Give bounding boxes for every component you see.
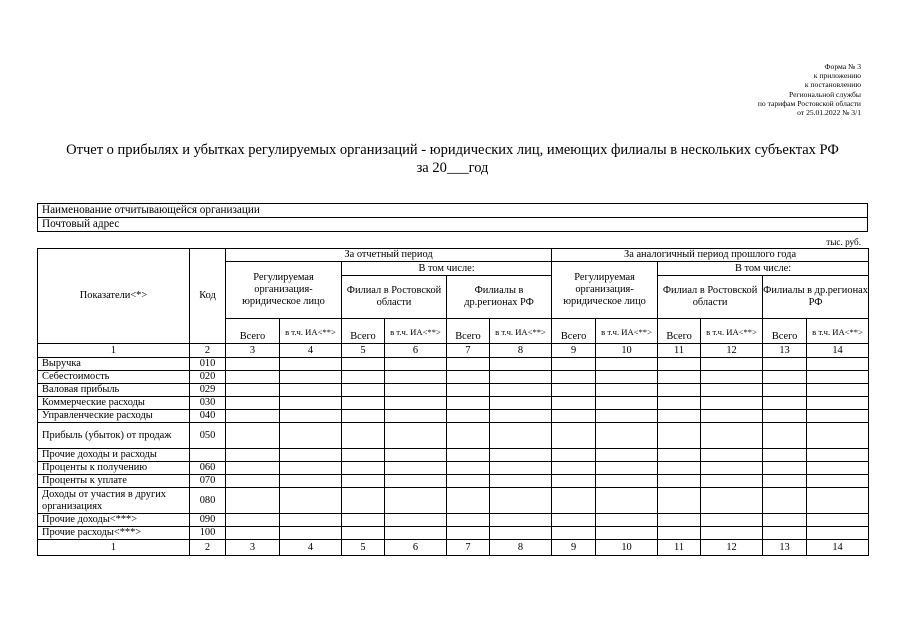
value-cell[interactable]	[280, 410, 342, 423]
value-cell[interactable]	[342, 410, 385, 423]
column-number: 12	[701, 344, 763, 358]
column-number: 5	[342, 344, 385, 358]
value-cell[interactable]	[807, 384, 869, 397]
value-cell[interactable]	[226, 371, 280, 384]
value-cell[interactable]	[447, 475, 490, 488]
row-code: 090	[190, 514, 226, 527]
value-cell[interactable]	[447, 514, 490, 527]
incl-ia-header: в т.ч. ИА<**>	[490, 319, 552, 344]
value-cell[interactable]	[552, 423, 596, 449]
value-cell[interactable]	[385, 358, 447, 371]
value-cell[interactable]	[552, 475, 596, 488]
value-cell[interactable]	[807, 358, 869, 371]
table-row	[38, 371, 869, 384]
column-number: 1	[38, 540, 190, 556]
document-title	[0, 141, 905, 177]
value-cell[interactable]	[658, 397, 701, 410]
value-cell[interactable]	[552, 462, 596, 475]
value-cell[interactable]	[385, 371, 447, 384]
value-cell[interactable]	[658, 358, 701, 371]
column-number: 11	[658, 540, 701, 556]
value-cell[interactable]	[596, 462, 658, 475]
value-cell[interactable]	[280, 527, 342, 540]
value-cell[interactable]	[701, 358, 763, 371]
table-row	[38, 358, 869, 371]
column-number: 1	[38, 344, 190, 358]
row-code: 050	[190, 423, 226, 449]
title-line-1: Отчет о прибылях и убытках регулируемых организаций - юридических лиц, имеющих филиалы в нескольких субъектах РФ	[66, 142, 839, 158]
value-cell[interactable]	[385, 423, 447, 449]
value-cell[interactable]	[342, 358, 385, 371]
value-cell[interactable]	[596, 488, 658, 514]
form-note-line: от 25.01.2022 № 3/1	[797, 108, 861, 118]
value-cell[interactable]	[226, 449, 280, 462]
value-cell[interactable]	[763, 423, 807, 449]
value-cell[interactable]	[385, 462, 447, 475]
column-number: 2	[190, 344, 226, 358]
row-code: 060	[190, 462, 226, 475]
value-cell[interactable]	[701, 410, 763, 423]
value-cell[interactable]	[226, 410, 280, 423]
value-cell[interactable]	[701, 462, 763, 475]
column-number: 8	[490, 540, 552, 556]
column-number: 14	[807, 344, 869, 358]
row-code: 020	[190, 371, 226, 384]
form-note-line: по тарифам Ростовской области	[757, 98, 861, 108]
org-name-field[interactable]: Наименование отчитывающейся организации	[38, 204, 868, 218]
value-cell[interactable]	[342, 527, 385, 540]
table-row	[38, 397, 869, 410]
value-cell[interactable]	[807, 488, 869, 514]
column-number: 13	[763, 540, 807, 556]
incl-header: В том числе:	[342, 262, 552, 276]
row-code: 029	[190, 384, 226, 397]
branches-other-header: Филиалы в др.регионах РФ	[763, 276, 869, 319]
value-cell[interactable]	[226, 488, 280, 514]
value-cell[interactable]	[226, 475, 280, 488]
value-cell[interactable]	[701, 488, 763, 514]
value-cell[interactable]	[226, 358, 280, 371]
row-label: Выручка	[38, 358, 190, 371]
value-cell[interactable]	[658, 475, 701, 488]
row-label: Доходы от участия в других организациях	[38, 488, 190, 514]
branch-rostov-header: Филиал в Ростовской области	[658, 276, 763, 319]
column-number: 9	[552, 344, 596, 358]
incl-header: В том числе:	[658, 262, 869, 276]
row-label: Прочие расходы<***>	[38, 527, 190, 540]
value-cell[interactable]	[342, 475, 385, 488]
table-row	[38, 514, 869, 527]
value-cell[interactable]	[596, 527, 658, 540]
value-cell[interactable]	[342, 488, 385, 514]
value-cell[interactable]	[280, 384, 342, 397]
title-line-2: за 20___год	[416, 160, 489, 176]
value-cell[interactable]	[763, 475, 807, 488]
total-header: Всего	[763, 319, 807, 344]
value-cell[interactable]	[701, 527, 763, 540]
value-cell[interactable]	[763, 410, 807, 423]
table-row	[38, 410, 869, 423]
value-cell[interactable]	[763, 488, 807, 514]
row-code	[190, 449, 226, 462]
value-cell[interactable]	[701, 514, 763, 527]
value-cell[interactable]	[596, 514, 658, 527]
value-cell[interactable]	[342, 462, 385, 475]
total-header: Всего	[658, 319, 701, 344]
value-cell[interactable]	[342, 397, 385, 410]
value-cell[interactable]	[342, 423, 385, 449]
value-cell[interactable]	[385, 475, 447, 488]
value-cell[interactable]	[385, 488, 447, 514]
table-row	[38, 384, 869, 397]
column-number: 4	[280, 540, 342, 556]
value-cell[interactable]	[701, 384, 763, 397]
value-cell[interactable]	[447, 449, 490, 462]
row-code: 080	[190, 488, 226, 514]
value-cell[interactable]	[807, 449, 869, 462]
value-cell[interactable]	[596, 423, 658, 449]
value-cell[interactable]	[447, 423, 490, 449]
form-note	[758, 62, 861, 117]
incl-ia-header: в т.ч. ИА<**>	[596, 319, 658, 344]
postal-address-field[interactable]: Почтовый адрес	[38, 218, 868, 232]
incl-ia-header: в т.ч. ИА<**>	[701, 319, 763, 344]
column-number: 10	[596, 344, 658, 358]
value-cell[interactable]	[552, 410, 596, 423]
value-cell[interactable]	[763, 449, 807, 462]
value-cell[interactable]	[552, 514, 596, 527]
value-cell[interactable]	[490, 449, 552, 462]
value-cell[interactable]	[226, 514, 280, 527]
value-cell[interactable]	[385, 514, 447, 527]
value-cell[interactable]	[280, 514, 342, 527]
value-cell[interactable]	[763, 371, 807, 384]
value-cell[interactable]	[385, 527, 447, 540]
value-cell[interactable]	[763, 527, 807, 540]
value-cell[interactable]	[701, 475, 763, 488]
row-label: Прибыль (убыток) от продаж	[38, 423, 190, 449]
value-cell[interactable]	[658, 462, 701, 475]
column-number: 11	[658, 344, 701, 358]
total-header: Всего	[226, 319, 280, 344]
regulated-org-header: Регулируемая организация-юридическое лицо	[552, 262, 658, 319]
row-code: 030	[190, 397, 226, 410]
column-number: 10	[596, 540, 658, 556]
row-label: Прочие доходы и расходы	[38, 449, 190, 462]
value-cell[interactable]	[490, 410, 552, 423]
value-cell[interactable]	[552, 449, 596, 462]
value-cell[interactable]	[490, 384, 552, 397]
value-cell[interactable]	[342, 384, 385, 397]
value-cell[interactable]	[658, 488, 701, 514]
total-header: Всего	[552, 319, 596, 344]
column-number: 2	[190, 540, 226, 556]
incl-ia-header: в т.ч. ИА<**>	[280, 319, 342, 344]
value-cell[interactable]	[447, 527, 490, 540]
value-cell[interactable]	[701, 423, 763, 449]
table-row	[38, 449, 869, 462]
column-number: 14	[807, 540, 869, 556]
value-cell[interactable]	[490, 475, 552, 488]
value-cell[interactable]	[280, 488, 342, 514]
column-number: 12	[701, 540, 763, 556]
table-row	[38, 423, 869, 449]
table-row	[38, 462, 869, 475]
row-label: Прочие доходы<***>	[38, 514, 190, 527]
branches-other-header: Филиалы в др.регионах РФ	[447, 276, 552, 319]
value-cell[interactable]	[447, 384, 490, 397]
value-cell[interactable]	[658, 449, 701, 462]
value-cell[interactable]	[807, 514, 869, 527]
row-label: Валовая прибыль	[38, 384, 190, 397]
value-cell[interactable]	[763, 462, 807, 475]
value-cell[interactable]	[596, 384, 658, 397]
value-cell[interactable]	[226, 527, 280, 540]
value-cell[interactable]	[807, 397, 869, 410]
value-cell[interactable]	[596, 475, 658, 488]
value-cell[interactable]	[658, 384, 701, 397]
organization-info-table	[37, 203, 868, 232]
value-cell[interactable]	[490, 397, 552, 410]
column-number: 4	[280, 344, 342, 358]
value-cell[interactable]	[490, 371, 552, 384]
value-cell[interactable]	[226, 462, 280, 475]
value-cell[interactable]	[280, 423, 342, 449]
report-table	[37, 248, 869, 556]
incl-ia-header: в т.ч. ИА<**>	[385, 319, 447, 344]
value-cell[interactable]	[490, 462, 552, 475]
column-number: 5	[342, 540, 385, 556]
value-cell[interactable]	[552, 397, 596, 410]
value-cell[interactable]	[807, 462, 869, 475]
value-cell[interactable]	[490, 358, 552, 371]
value-cell[interactable]	[658, 527, 701, 540]
value-cell[interactable]	[658, 514, 701, 527]
table-row	[38, 488, 869, 514]
incl-ia-header: в т.ч. ИА<**>	[807, 319, 869, 344]
row-code: 070	[190, 475, 226, 488]
indicators-header: Показатели<*>	[38, 249, 190, 344]
column-number: 3	[226, 344, 280, 358]
column-number: 3	[226, 540, 280, 556]
total-header: Всего	[447, 319, 490, 344]
value-cell[interactable]	[280, 358, 342, 371]
value-cell[interactable]	[447, 358, 490, 371]
current-period-header: За отчетный период	[226, 249, 552, 262]
value-cell[interactable]	[385, 397, 447, 410]
column-number: 7	[447, 540, 490, 556]
value-cell[interactable]	[385, 410, 447, 423]
value-cell[interactable]	[490, 514, 552, 527]
table-row	[38, 527, 869, 540]
value-cell[interactable]	[447, 410, 490, 423]
value-cell[interactable]	[226, 423, 280, 449]
column-number: 8	[490, 344, 552, 358]
value-cell[interactable]	[701, 371, 763, 384]
code-header: Код	[190, 249, 226, 344]
row-label: Проценты к получению	[38, 462, 190, 475]
total-header: Всего	[342, 319, 385, 344]
value-cell[interactable]	[596, 410, 658, 423]
value-cell[interactable]	[596, 397, 658, 410]
form-note-line: Форма № 3	[824, 62, 861, 71]
value-cell[interactable]	[447, 397, 490, 410]
value-cell[interactable]	[807, 371, 869, 384]
value-cell[interactable]	[280, 371, 342, 384]
column-number: 7	[447, 344, 490, 358]
column-number: 6	[385, 540, 447, 556]
unit-label: тыс. руб.	[826, 237, 861, 247]
row-label: Проценты к уплате	[38, 475, 190, 488]
value-cell[interactable]	[280, 449, 342, 462]
value-cell[interactable]	[552, 384, 596, 397]
value-cell[interactable]	[701, 449, 763, 462]
value-cell[interactable]	[763, 514, 807, 527]
value-cell[interactable]	[807, 410, 869, 423]
value-cell[interactable]	[385, 384, 447, 397]
row-code: 100	[190, 527, 226, 540]
value-cell[interactable]	[763, 384, 807, 397]
value-cell[interactable]	[658, 371, 701, 384]
value-cell[interactable]	[701, 397, 763, 410]
value-cell[interactable]	[552, 358, 596, 371]
value-cell[interactable]	[490, 423, 552, 449]
value-cell[interactable]	[552, 527, 596, 540]
form-note-line: к постановлению	[804, 80, 861, 90]
value-cell[interactable]	[552, 488, 596, 514]
value-cell[interactable]	[596, 358, 658, 371]
value-cell[interactable]	[763, 397, 807, 410]
value-cell[interactable]	[447, 371, 490, 384]
value-cell[interactable]	[807, 423, 869, 449]
form-note-line: к приложению	[813, 71, 861, 81]
value-cell[interactable]	[490, 527, 552, 540]
value-cell[interactable]	[385, 449, 447, 462]
value-cell[interactable]	[280, 475, 342, 488]
value-cell[interactable]	[342, 449, 385, 462]
table-row	[38, 475, 869, 488]
row-label: Управленческие расходы	[38, 410, 190, 423]
row-code: 010	[190, 358, 226, 371]
regulated-org-header: Регулируемая организация-юридическое лицо	[226, 262, 342, 319]
value-cell[interactable]	[342, 371, 385, 384]
column-numbers-footer-row	[38, 540, 869, 556]
value-cell[interactable]	[280, 462, 342, 475]
value-cell[interactable]	[596, 449, 658, 462]
value-cell[interactable]	[447, 488, 490, 514]
value-cell[interactable]	[226, 384, 280, 397]
value-cell[interactable]	[552, 371, 596, 384]
value-cell[interactable]	[280, 397, 342, 410]
row-label: Коммерческие расходы	[38, 397, 190, 410]
column-numbers-row	[38, 344, 869, 358]
form-note-line: Региональной службы	[788, 89, 861, 99]
row-code: 040	[190, 410, 226, 423]
value-cell[interactable]	[658, 410, 701, 423]
column-number: 9	[552, 540, 596, 556]
branch-rostov-header: Филиал в Ростовской области	[342, 276, 447, 319]
value-cell[interactable]	[658, 423, 701, 449]
value-cell[interactable]	[807, 475, 869, 488]
value-cell[interactable]	[342, 514, 385, 527]
value-cell[interactable]	[763, 358, 807, 371]
value-cell[interactable]	[490, 488, 552, 514]
row-label: Себестоимость	[38, 371, 190, 384]
value-cell[interactable]	[226, 397, 280, 410]
value-cell[interactable]	[596, 371, 658, 384]
previous-period-header: За аналогичный период прошлого года	[552, 249, 869, 262]
column-number: 13	[763, 344, 807, 358]
column-number: 6	[385, 344, 447, 358]
value-cell[interactable]	[807, 527, 869, 540]
value-cell[interactable]	[447, 462, 490, 475]
